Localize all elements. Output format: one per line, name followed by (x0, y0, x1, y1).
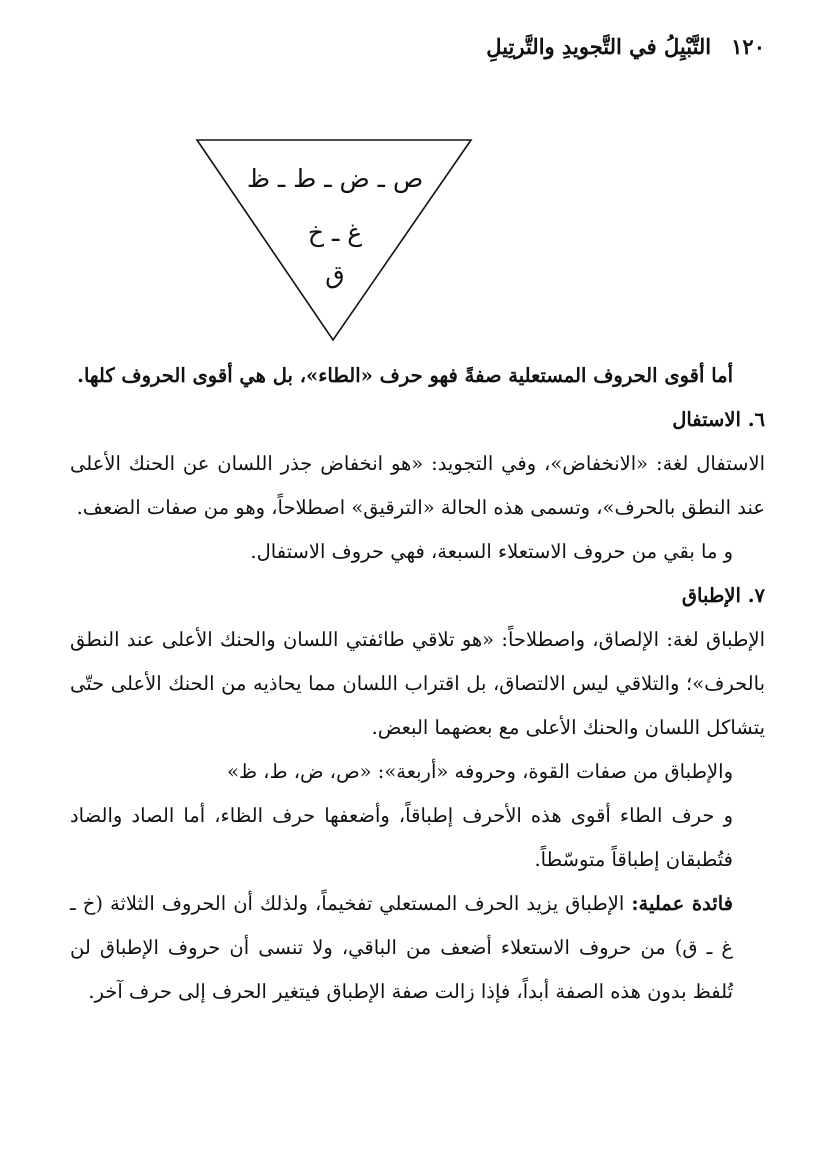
strongest-letter-sentence: أما أقوى الحروف المستعلية صفةً فهو حرف «الطاء»، بل هي أقوى الحروف كلها. (77, 364, 733, 387)
itbaq-definition: الإطباق لغة: الإلصاق، واصطلاحاً: «هو تلاقي طائفتي اللسان والحنك الأعلى عند النطق بالحرف»؛ والتلاقي ليس الالتصاق، بل اقتراب اللسان مما يحاذيه من الحنك الأعلى حتّى يتشاكل اللسان والحنك الأعلى مع بعضهما البعض. (70, 628, 765, 739)
page-number: ١٢٠ (731, 34, 765, 59)
section-heading-itbaq: ٧. الإطباق (681, 584, 765, 607)
triangle-middle-letters: غ ـ خ (307, 218, 363, 247)
triangle-bottom-letter: ق (325, 260, 345, 289)
page-body (70, 354, 765, 1014)
istifal-definition: الاستفال لغة: «الانخفاض»، وفي التجويد: «هو انخفاض جذر اللسان عن الحنك الأعلى عند النطق بالحرف»، وتسمى هذه الحالة «الترقيق» اصطلاحاً، وهو من صفات الضعف. (70, 452, 765, 519)
book-title: التَّبْيِلُ في التَّجويدِ والتَّرتِيلِ (486, 34, 712, 59)
istifal-remaining-letters: و ما بقي من حروف الاستعلاء السبعة، فهي حروف الاستفال. (250, 540, 733, 563)
section-heading-istifal: ٦. الاستفال (672, 408, 765, 431)
practical-benefit-text: الإطباق يزيد الحرف المستعلي تفخيماً، ولذلك أن الحروف الثلاثة (خ ـ غ ـ ق) من حروف الاستعلاء أضعف من الباقي، ولا تنسى أن حروف الإطباق لن تُلفظ بدون هذه الصفة أبداً، فإذا زالت صفة الإطباق فيتغير الحرف إلى حرف آخر. (70, 892, 733, 1003)
triangle-top-letters: ص ـ ض ـ ط ـ ظ (246, 164, 424, 193)
page-header (486, 34, 765, 59)
itbaq-letters: والإطباق من صفات القوة، وحروفه «أربعة»: «ص، ض، ط، ظ» (227, 760, 733, 783)
practical-benefit-paragraph (70, 882, 765, 1014)
itbaq-strength: و حرف الطاء أقوى هذه الأحرف إطباقاً، وأضعفها حرف الظاء، أما الصاد والضاد فتُطبقان إطباقاً متوسّطاً. (70, 804, 733, 871)
isti-la-letters-triangle (195, 138, 475, 343)
practical-benefit-label: فائدة عملية: (631, 892, 733, 915)
